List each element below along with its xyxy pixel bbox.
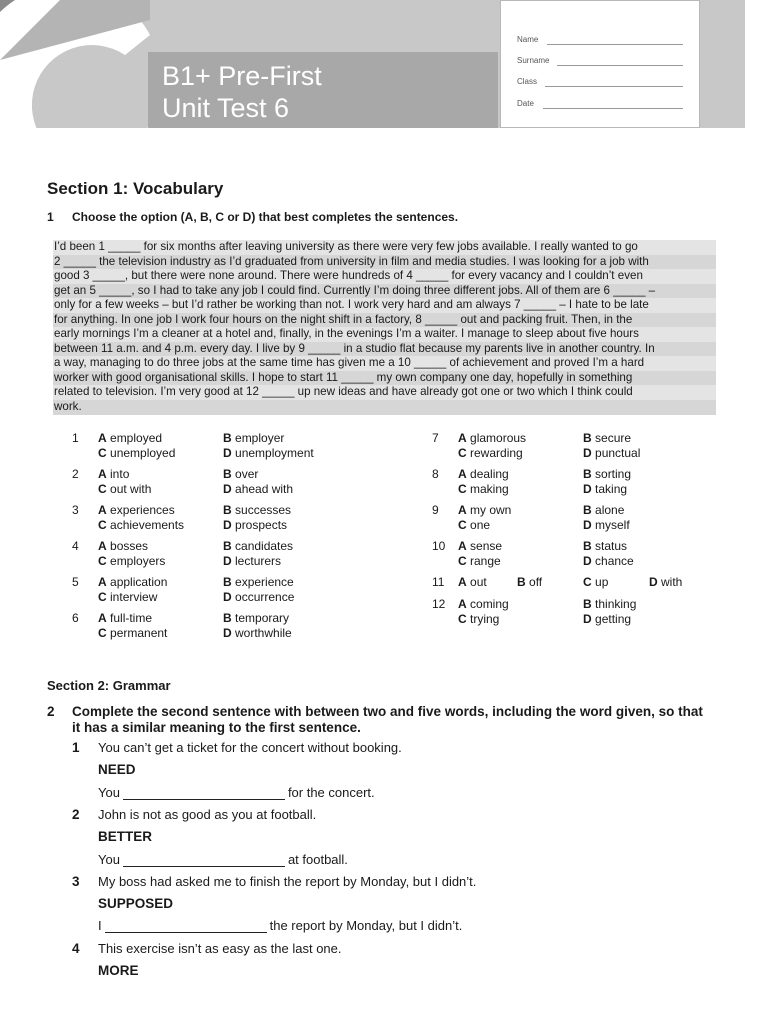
option-4a[interactable]: A bosses [98, 539, 149, 553]
item3-answer-line: I the report by Monday, but I didn’t. [98, 918, 463, 933]
option-10a[interactable]: A sense [458, 539, 503, 553]
question1-instruction: Choose the option (A, B, C or D) that best completes the sentences. [72, 210, 459, 224]
option-3d[interactable]: D prospects [223, 518, 288, 532]
reading-passage [53, 240, 716, 415]
option-3b[interactable]: B successes [223, 503, 292, 517]
option-number: 6 [72, 611, 79, 625]
item2-number: 2 [72, 807, 80, 822]
item2-keyword: BETTER [98, 829, 152, 844]
option-12b[interactable]: B thinking [583, 597, 637, 611]
option-number: 7 [432, 431, 439, 445]
option-2c[interactable]: C out with [98, 482, 152, 496]
item4-keyword: MORE [98, 963, 139, 978]
item2-sentence: John is not as good as you at football. [98, 807, 317, 822]
class-line [545, 86, 683, 87]
option-7c[interactable]: C rewarding [458, 446, 523, 460]
option-2d[interactable]: D ahead with [223, 482, 294, 496]
option-number: 12 [432, 597, 446, 611]
option-8d[interactable]: D taking [583, 482, 628, 496]
class-field[interactable]: Class [517, 77, 683, 86]
option-7d[interactable]: D punctual [583, 446, 641, 460]
question1-number: 1 [47, 210, 54, 224]
option-1c[interactable]: C unemployed [98, 446, 176, 460]
option-10d[interactable]: D chance [583, 554, 634, 568]
option-8a[interactable]: A dealing [458, 467, 509, 481]
option-number: 4 [72, 539, 79, 553]
item2-blank[interactable] [123, 853, 285, 867]
passage-line: only for a few weeks – but I’d rather be working than not. I work very hard and am always 7 _____ – I hate to be late [53, 298, 716, 313]
option-4d[interactable]: D lecturers [223, 554, 282, 568]
option-10b[interactable]: B status [583, 539, 628, 553]
passage-line: I’d been 1 _____ for six months after leaving university as there were very few jobs available. I really wanted to go [53, 240, 716, 255]
item4-number: 4 [72, 941, 80, 956]
option-11b[interactable]: B off [517, 575, 543, 589]
passage-line: get an 5 _____, so I had to take any job I could find. Currently I’m doing three different jobs. All of them are 6 _____ – [53, 284, 716, 299]
item1-number: 1 [72, 740, 80, 755]
option-3c[interactable]: C achievements [98, 518, 185, 532]
item2-answer-line: You at football. [98, 852, 348, 867]
option-6a[interactable]: A full-time [98, 611, 153, 625]
option-12a[interactable]: A coming [458, 597, 509, 611]
surname-field[interactable]: Surname [517, 56, 683, 65]
option-6c[interactable]: C permanent [98, 626, 168, 640]
option-12d[interactable]: D getting [583, 612, 632, 626]
option-9a[interactable]: A my own [458, 503, 512, 517]
item3-sentence: My boss had asked me to finish the report by Monday, but I didn’t. [98, 874, 477, 889]
item4-sentence: This exercise isn’t as easy as the last one. [98, 941, 342, 956]
option-4b[interactable]: B candidates [223, 539, 294, 553]
option-11d[interactable]: D with [649, 575, 683, 589]
passage-line: related to television. I’m very good at 12 _____ up new ideas and have already got one or two which I think could [53, 385, 716, 400]
option-4c[interactable]: C employers [98, 554, 166, 568]
option-1a[interactable]: A employed [98, 431, 163, 445]
side-strip [702, 0, 745, 128]
option-number: 8 [432, 467, 439, 481]
passage-line: good 3 _____, but there were none around. There were hundreds of 4 _____ for every vacancy and I couldn’t even [53, 269, 716, 284]
date-line [543, 108, 683, 109]
name-field[interactable]: Name [517, 35, 683, 44]
item3-blank[interactable] [105, 919, 267, 933]
option-1d[interactable]: D unemployment [223, 446, 314, 460]
test-title: B1+ Pre-First [162, 61, 322, 91]
passage-line: 2 _____ the television industry as I’d graduated from university in film and media studies. I was looking for a job with [53, 255, 716, 270]
option-number: 11 [432, 575, 445, 589]
option-12c[interactable]: C trying [458, 612, 500, 626]
passage-line: between 11 a.m. and 4 p.m. every day. I live by 9 _____ in a studio flat because my parents live in another country. In [53, 342, 716, 357]
passage-line: worker with good organisational skills. I hope to start 11 _____ my own company one day, hopefully in something [53, 371, 716, 386]
section1-title: Section 1: Vocabulary [47, 179, 224, 198]
passage-line: early mornings I’m a cleaner at a hotel and, finally, in the evenings I’m a waiter. I manage to sleep about five hours [53, 327, 716, 342]
item1-sentence: You can’t get a ticket for the concert without booking. [98, 740, 402, 755]
option-number: 10 [432, 539, 446, 553]
option-7a[interactable]: A glamorous [458, 431, 527, 445]
question2-instruction: Complete the second sentence with between two and five words, including the word given, so that it has a similar meaning to the first sentence. [72, 704, 703, 735]
option-5c[interactable]: C interview [98, 590, 158, 604]
passage-line: for anything. In one job I work four hours on the night shift in a factory, 8 _____ out and packing fruit. Then, in the [53, 313, 716, 328]
item3-number: 3 [72, 874, 80, 889]
test-subtitle: Unit Test 6 [162, 93, 290, 123]
option-1b[interactable]: B employer [223, 431, 285, 445]
option-10c[interactable]: C range [458, 554, 501, 568]
name-line [547, 44, 683, 45]
option-5a[interactable]: A application [98, 575, 168, 589]
option-number: 2 [72, 467, 79, 481]
option-11a[interactable]: A out [458, 575, 487, 589]
option-number: 3 [72, 503, 79, 517]
option-2a[interactable]: A into [98, 467, 130, 481]
surname-line [557, 65, 683, 66]
item1-answer-line: You for the concert. [98, 785, 375, 800]
option-9c[interactable]: C one [458, 518, 491, 532]
option-9d[interactable]: D myself [583, 518, 630, 532]
item1-keyword: NEED [98, 762, 136, 777]
option-5d[interactable]: D occurrence [223, 590, 295, 604]
option-8b[interactable]: B sorting [583, 467, 632, 481]
option-number: 5 [72, 575, 79, 589]
option-2b[interactable]: B over [223, 467, 259, 481]
option-number: 9 [432, 503, 439, 517]
option-number: 1 [72, 431, 79, 445]
option-9b[interactable]: B alone [583, 503, 625, 517]
date-field[interactable]: Date [517, 99, 683, 108]
item1-blank[interactable] [123, 786, 285, 800]
passage-line: a way, managing to do three jobs at the same time has given me a 10 _____ of achievement and proved I’m a hard [53, 356, 716, 371]
passage-line: work. [53, 400, 716, 415]
question2-number: 2 [47, 704, 55, 719]
section2-title: Section 2: Grammar [47, 678, 171, 693]
option-3a[interactable]: A experiences [98, 503, 175, 517]
option-8c[interactable]: C making [458, 482, 509, 496]
option-7b[interactable]: B secure [583, 431, 632, 445]
item3-keyword: SUPPOSED [98, 896, 174, 911]
option-5b[interactable]: B experience [223, 575, 294, 589]
option-6d[interactable]: D worthwhile [223, 626, 292, 640]
option-6b[interactable]: B temporary [223, 611, 290, 625]
option-11c[interactable]: C up [583, 575, 609, 589]
